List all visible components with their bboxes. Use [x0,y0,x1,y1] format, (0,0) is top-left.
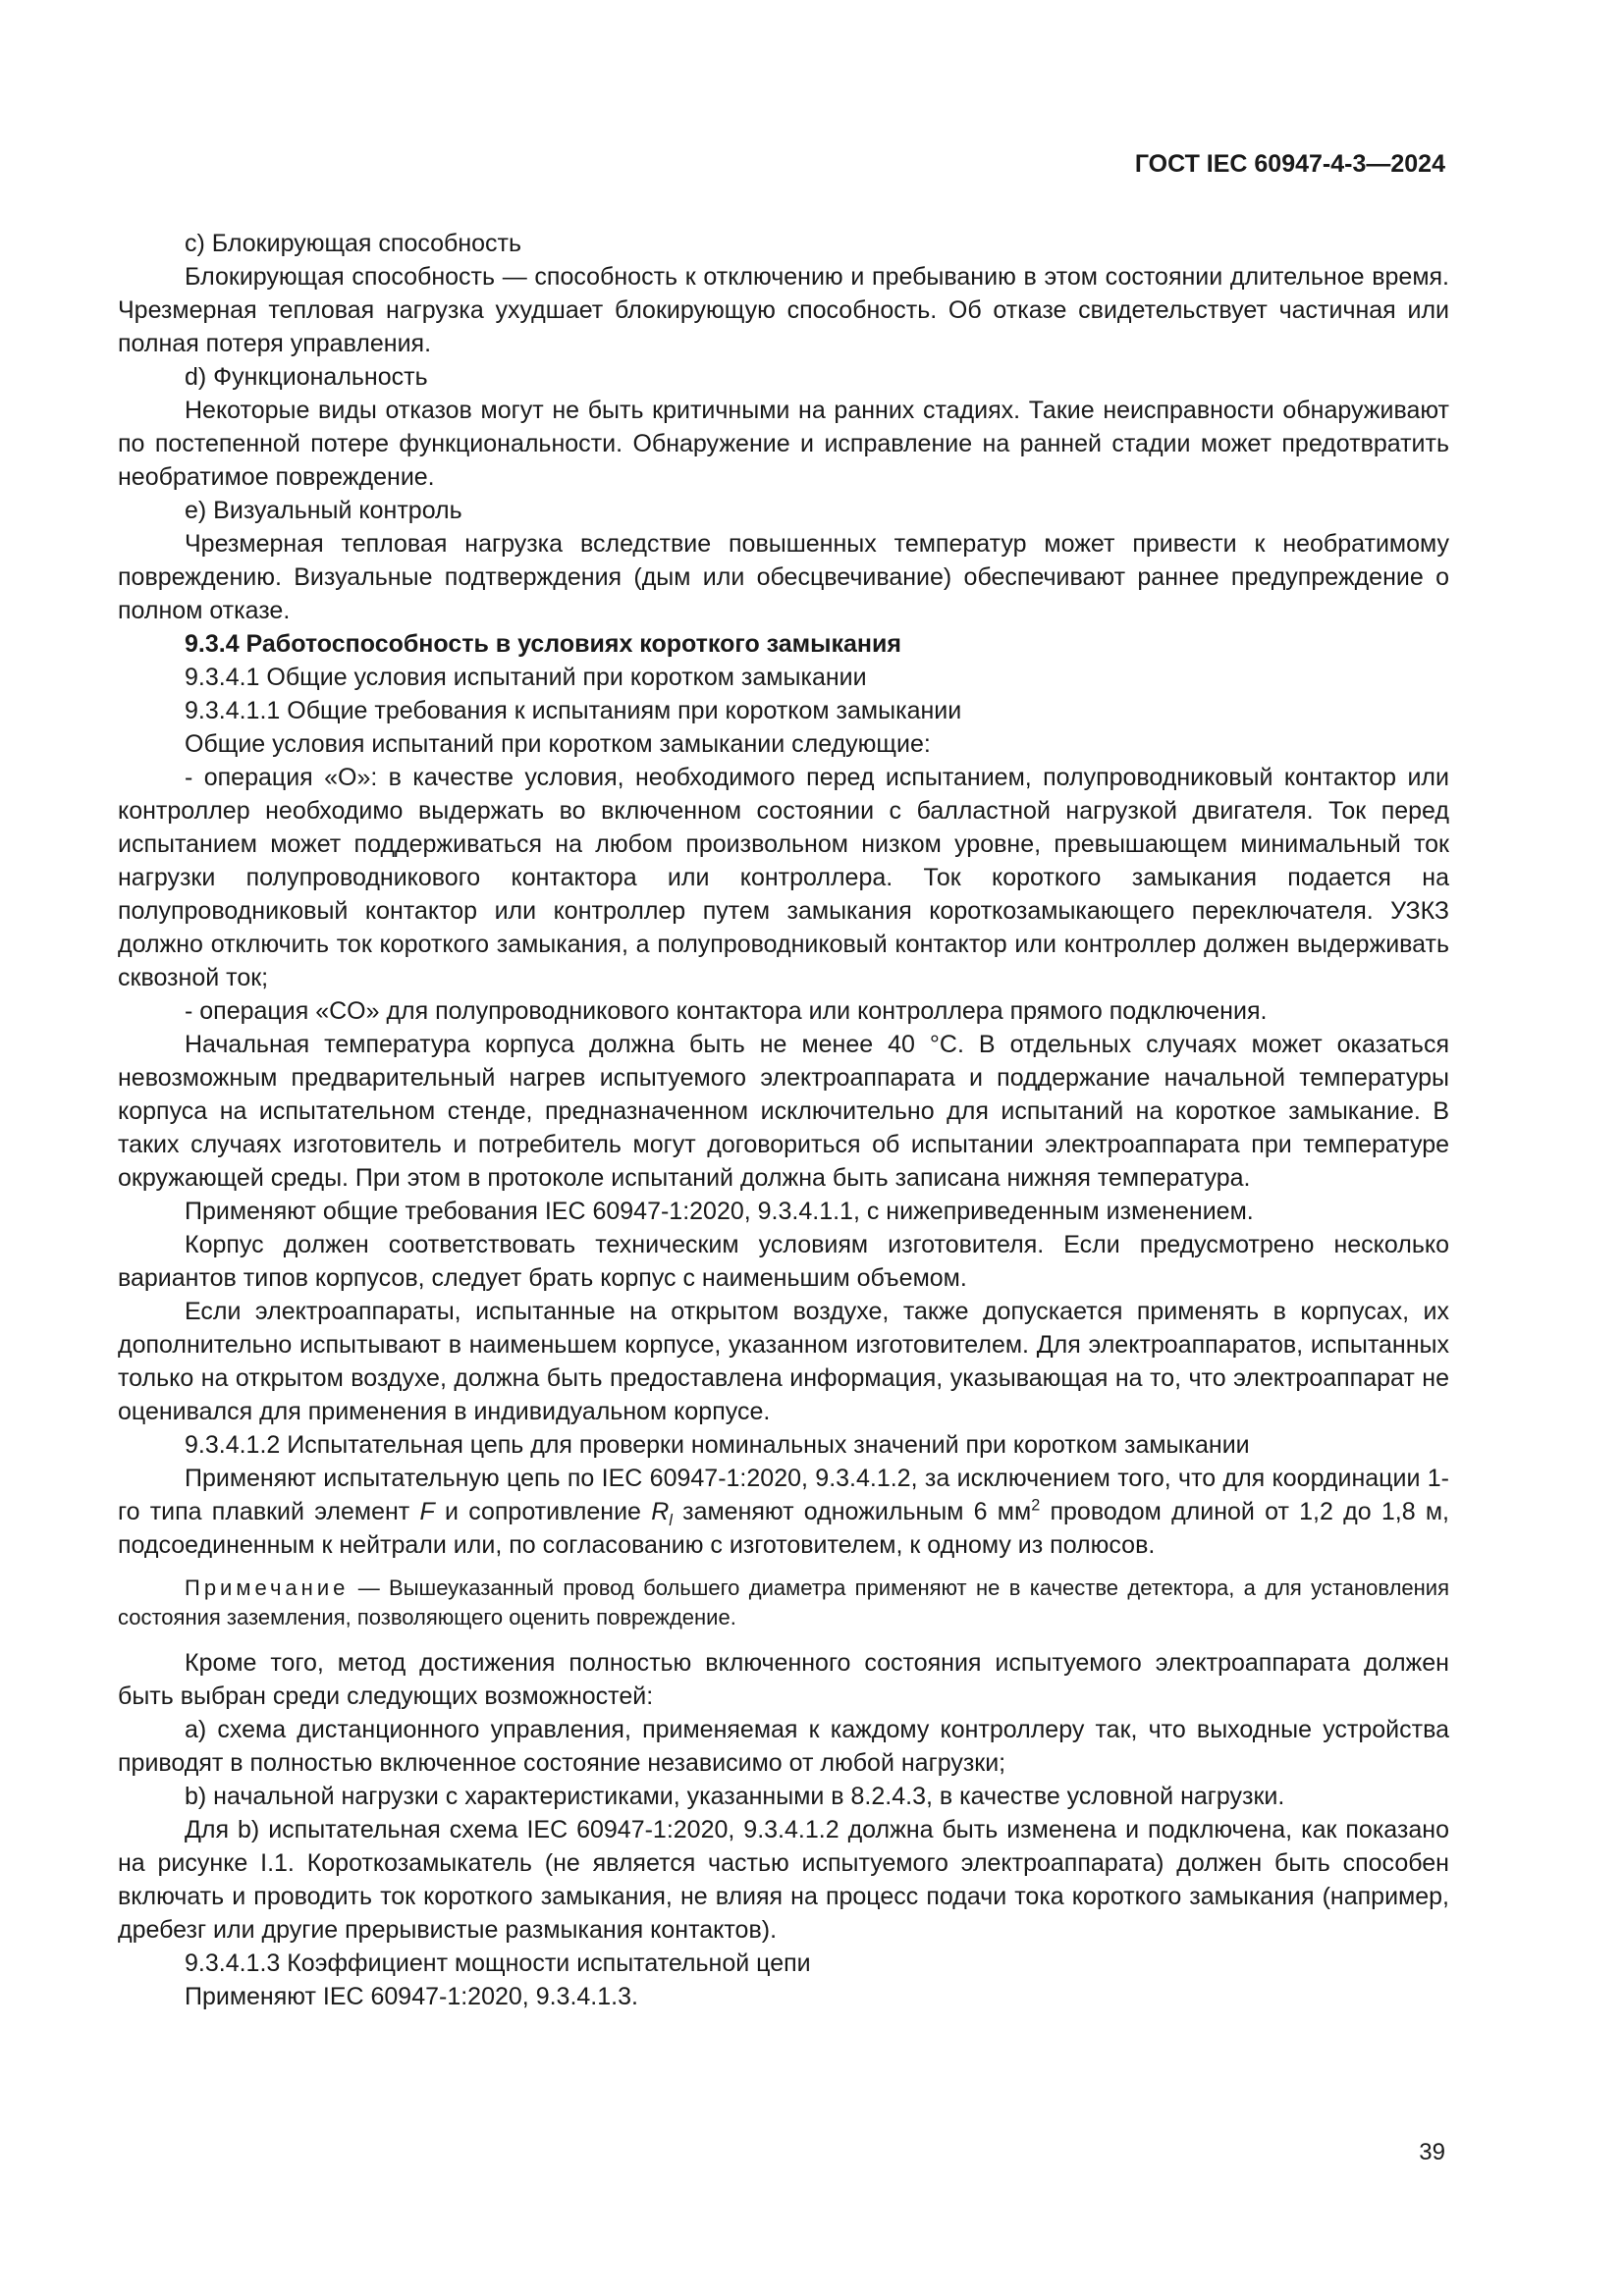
resistance-symbol [651,1498,673,1529]
fuse-symbol-f: F [419,1498,435,1525]
item-e-text: Чрезмерная тепловая нагрузка вследствие повышенных температур может привести к необратимому повреждению. Визуальные подтверждения (дым или обесцвечивание) обеспечивают раннее предупреждение о полном отказе. [118,530,1449,624]
document-header: ГОСТ IEC 60947-4-3—2024 [1134,150,1445,178]
note-label: Примечание [185,1575,350,1600]
section-9-3-4-heading: 9.3.4 Работоспособность в условиях короткого замыкания [185,630,901,658]
test-circuit-text-4: проводом длиной от 1,2 до 1,8 м, подсоединенным к нейтрали или, по согласованию с изготовителем, к одному из полюсов. [118,1498,1449,1559]
test-circuit-paragraph [118,1462,1449,1562]
section-9-3-4-1-3-heading: 9.3.4.1.3 Коэффициент мощности испытательной цепи [185,1949,811,1977]
operation-co-item: - операция «CO» для полупроводникового контактора или контроллера прямого подключения. [185,997,1268,1025]
operation-o-item: - операция «О»: в качестве условия, необходимого перед испытанием, полупроводниковый контактор или контроллер необходимо выдержать во включенном состоянии с балластной нагрузкой двигателя. Ток перед испытанием может поддерживаться на любом произвольном низком уровне, превышающем минимальный ток нагрузки полупроводникового контактора или контроллера. Ток короткого замыкания подается на полупроводниковый контактор или контроллер путем замыкания короткозамыкающего переключателя. УЗКЗ должно отключить ток короткого замыкания, а полупроводниковый контактор или контроллер должен выдерживать сквозной ток; [118,764,1449,991]
option-a-item: a) схема дистанционного управления, применяемая к каждому контроллеру так, что выходные устройства приводят в полностью включенное состояние независимо от любой нагрузки; [118,1716,1449,1777]
document-body [118,227,1449,2013]
item-e-title: e) Визуальный контроль [185,497,462,524]
resistance-subscript: l [669,1512,673,1529]
page-number: 39 [1419,2139,1445,2165]
apply-general-requirements: Применяют общие требования IEC 60947-1:2020, 9.3.4.1.1, с нижеприведенным изменением. [185,1198,1254,1225]
test-circuit-text-1: Применяют испытательную цепь по IEC 60947-1:2020, 9.3.4.1.2, за исключением того, что для координации 1-го типа плавкий элемент [118,1465,1449,1525]
general-conditions-intro: Общие условия испытаний при коротком замыкании следующие: [185,730,931,758]
note-text: — Вышеуказанный провод большего диаметра применяют не в качестве детектора, а для установления состояния заземления, позволяющего оценить повреждение. [118,1575,1449,1629]
apply-9-3-4-1-3: Применяют IEC 60947-1:2020, 9.3.4.1.3. [185,1983,638,2010]
open-air-paragraph: Если электроаппараты, испытанные на открытом воздухе, также допускается применять в корпусах, их дополнительно испытывают в наименьшем корпусе, указанном изготовителем. Для электроаппаратов, испытанных только на открытом воздухе, должна быть предоставлена информация, указывающая на то, что электроаппарат не оценивался для применения в индивидуальном корпусе. [118,1298,1449,1425]
section-9-3-4-1-heading: 9.3.4.1 Общие условия испытаний при коротком замыкании [185,664,867,691]
for-b-paragraph: Для b) испытательная схема IEC 60947-1:2020, 9.3.4.1.2 должна быть изменена и подключена, как показано на рисунке I.1. Короткозамыкатель (не является частью испытуемого электроаппарата) должен быть способен включать и проводить ток короткого замыкания, не влияя на процесс подачи тока короткого замыкания (например, дребезг или другие прерывистые размыкания контактов). [118,1816,1449,1944]
item-c-text: Блокирующая способность — способность к отключению и пребыванию в этом состоянии длительное время. Чрезмерная тепловая нагрузка ухудшает блокирующую способность. Об отказе свидетельствует частичная или полная потеря управления. [118,263,1449,357]
test-circuit-text-3: заменяют одножильным 6 мм [682,1498,1032,1525]
moreover-paragraph: Кроме того, метод достижения полностью включенного состояния испытуемого электроаппарата должен быть выбран среди следующих возможностей: [118,1649,1449,1710]
item-c-title: c) Блокирующая способность [185,230,522,257]
test-circuit-text-2: и сопротивление [445,1498,641,1525]
section-9-3-4-1-2-heading: 9.3.4.1.2 Испытательная цепь для проверки номинальных значений при коротком замыкании [185,1431,1250,1459]
resistance-letter: R [651,1498,670,1525]
item-d-title: d) Функциональность [185,363,428,391]
item-d-text: Некоторые виды отказов могут не быть критичными на ранних стадиях. Такие неисправности обнаруживают по постепенной потере функциональности. Обнаружение и исправление на ранней стадии может предотвратить необратимое повреждение. [118,397,1449,491]
enclosure-paragraph: Корпус должен соответствовать техническим условиям изготовителя. Если предусмотрено несколько вариантов типов корпусов, следует брать корпус с наименьшим объемом. [118,1231,1449,1292]
initial-temperature-paragraph: Начальная температура корпуса должна быть не менее 40 °С. В отдельных случаях может оказаться невозможным предварительный нагрев испытуемого электроаппарата и поддержание начальной температуры корпуса на испытательном стенде, предназначенном исключительно для испытаний на короткое замыкание. В таких случаях изготовитель и потребитель могут договориться об испытании электроаппарата при температуре окружающей среды. При этом в протоколе испытаний должна быть записана нижняя температура. [118,1031,1449,1192]
section-9-3-4-1-1-heading: 9.3.4.1.1 Общие требования к испытаниям при коротком замыкании [185,697,962,724]
note-paragraph [118,1574,1449,1632]
option-b-item: b) начальной нагрузки с характеристиками, указанными в 8.2.4.3, в качестве условной нагрузки. [185,1783,1285,1810]
squared-superscript: 2 [1031,1496,1041,1515]
